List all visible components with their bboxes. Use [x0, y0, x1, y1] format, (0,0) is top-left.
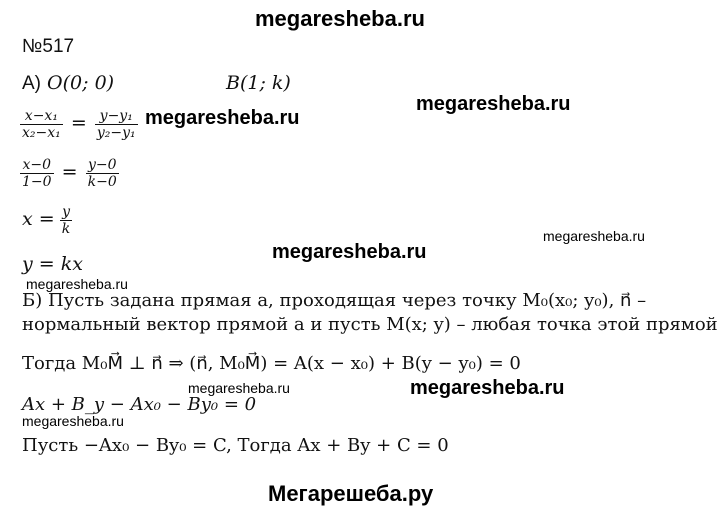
problem-number: №517 [22, 36, 75, 57]
equation-y-kx: y = kx [22, 253, 83, 275]
eq3-den: k [61, 221, 71, 237]
point-o: O(0; 0) [47, 72, 115, 94]
eq2-den-left: 1−0 [22, 174, 52, 190]
part-b-line3: Тогда M₀M⃗ ⊥ n⃗ ⇒ (n⃗, M₀M⃗) = A(x − x₀) + B(y − y₀) = 0 [22, 353, 521, 374]
watermark: megaresheba.ru [272, 241, 427, 263]
footer-site-title: Мегарешеба.ру [268, 481, 434, 506]
point-b: B(1; k) [226, 72, 291, 94]
watermark: megaresheba.ru [543, 228, 645, 244]
equation-two-point: $\frac{\text{x−x₁}}{\text{x₂−x₁}}$ = $\frac{\text{y−y₁}}{\text{y₂−y₁}}$ [22, 108, 136, 141]
part-a-label: А) [22, 73, 41, 94]
eq1-den-left: x₂−x₁ [22, 125, 61, 141]
eq3-num: y [60, 204, 72, 221]
watermark: megaresheba.ru [416, 93, 571, 115]
eq2-num-right: y−0 [86, 157, 119, 174]
eq1-den-right: y₂−y₁ [96, 125, 136, 141]
part-a-points [22, 72, 114, 95]
equation-substituted: $\frac{x-0}{1-0}$ = $\frac{y-0}{k-0}$ [22, 157, 117, 190]
eq1-num-right: y−y₁ [95, 108, 138, 125]
header-site-title: megaresheba.ru [255, 6, 425, 31]
eq3-lhs: x = [22, 208, 55, 230]
eq1-num-left: x−x₁ [20, 108, 63, 125]
part-b-line2: нормальный вектор прямой a и пусть M(x; y) – любая точка этой прямой [22, 314, 718, 335]
watermark: megaresheba.ru [26, 276, 128, 292]
eq2-num-left: x−0 [20, 157, 54, 174]
watermark: megaresheba.ru [145, 107, 300, 129]
watermark: megaresheba.ru [410, 377, 565, 399]
equation-x [22, 204, 72, 237]
part-b-line5: Пусть −Ax₀ − By₀ = C, Тогда Ax + By + C = 0 [22, 435, 449, 456]
part-b-line4: Ax + B_y − Ax₀ − By₀ = 0 [22, 394, 257, 415]
watermark: megaresheba.ru [188, 380, 290, 396]
part-b-line1: Б) Пусть задана прямая a, проходящая через точку M₀(x₀; y₀), n⃗ – [22, 290, 647, 311]
eq2-den-right: k−0 [87, 174, 117, 190]
watermark: megaresheba.ru [22, 413, 124, 429]
